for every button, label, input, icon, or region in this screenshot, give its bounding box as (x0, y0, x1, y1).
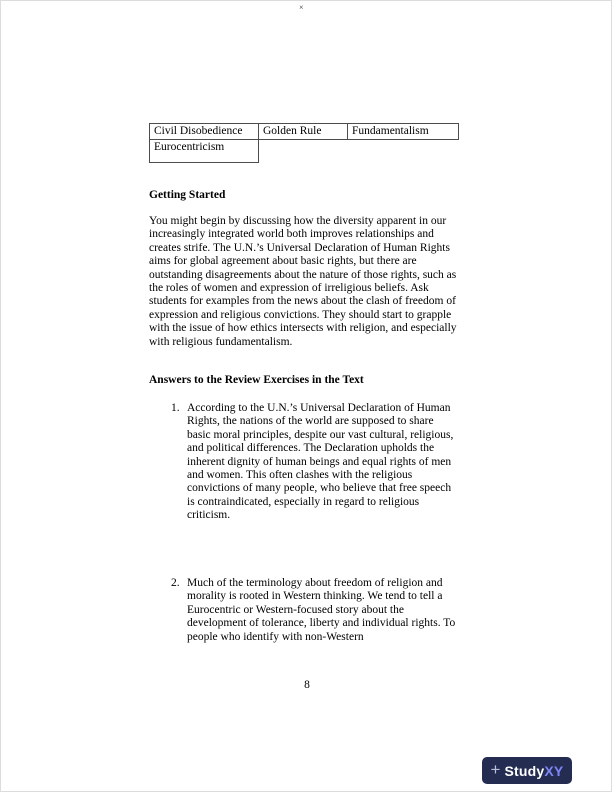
logo-brand-accent: XY (544, 762, 564, 779)
list-text: According to the U.N.’s Universal Declaration of Human Rights, the nations of the world are supposed to share basic moral principles, despite our vast cultural, religious, and political differences. The Declaration upholds the inherent dignity of human beings and equal rights of men and women. This often clashes with the religious convictions of many people, who believe that free speech is contraindicated, especially in regard to religious criticism. (187, 402, 454, 522)
list-text: Much of the terminology about freedom of religion and morality is rooted in Western thinking. We tend to tell a Eurocentric or Western-focused story about the development of tolerance, liberty and individual rights. To people who identify with non-Western (187, 577, 456, 643)
logo-brand-primary: Study (504, 762, 545, 779)
list-number: 2. (171, 577, 180, 589)
getting-started-paragraph: You might begin by discussing how the diversity apparent in our increasingly integrated world both improves relationships and creates strife. The U.N.’s Universal Declaration of Human Rights aims for global agreement about basic rights, but there are outstanding disagreements about the nature of those rights, such as the roles of women and expression of irreligious beliefs. Ask students for examples from the news about the clash of freedom of expression and religious convictions. They should start to grapple with the issue of how ethics intersects with religion, and especially with religious fundamentalism. (149, 215, 457, 348)
answer-item-1 (171, 402, 459, 523)
table-cell-eurocentricism: Eurocentricism (150, 140, 259, 163)
table-cell-empty (259, 140, 348, 163)
page-top-mark: × (299, 3, 304, 12)
table-cell-fundamentalism: Fundamentalism (348, 124, 459, 140)
answer-item-2 (171, 577, 459, 644)
studyxy-logo (482, 757, 572, 784)
vocabulary-table (149, 123, 459, 163)
table-cell-civil-disobedience: Civil Disobedience (150, 124, 259, 140)
table-cell-empty (348, 140, 459, 163)
logo-brand-text (504, 763, 563, 779)
plus-icon: + (490, 760, 501, 779)
table-cell-golden-rule: Golden Rule (259, 124, 348, 140)
table-row (150, 140, 459, 163)
answers-heading: Answers to the Review Exercises in the Text (149, 374, 364, 386)
getting-started-heading: Getting Started (149, 189, 226, 201)
table-row (150, 124, 459, 140)
page-number: 8 (304, 679, 310, 691)
list-number: 1. (171, 402, 180, 414)
